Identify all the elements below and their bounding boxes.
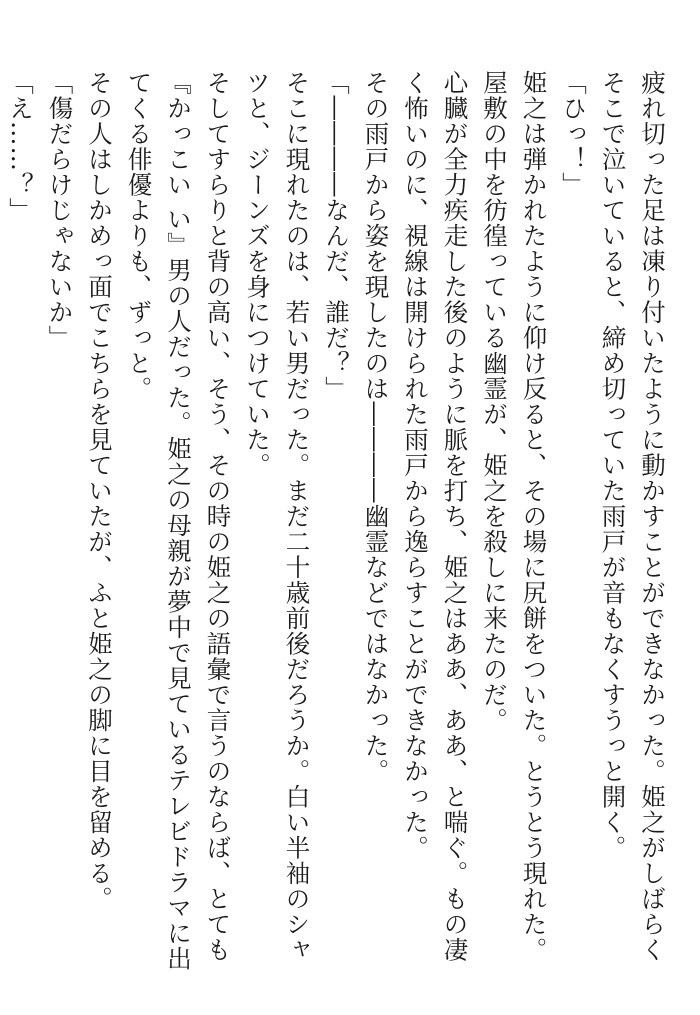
dialogue-line: 「え……？」	[6, 70, 35, 223]
paragraph: そこに現れたのは、若い男だった。まだ二十歳前後だろうか。白い半袖のシャツと、ジーンズを身につけていた。	[243, 70, 312, 963]
paragraph: 姫之は弾かれたように仰け反ると、その場に尻餅をついた。とうとう現れた。屋敷の中を彷徨っている幽霊が、姫之を殺しに来たのだ。	[480, 70, 549, 963]
paragraph: 心臓が全力疾走した後のように脈を打ち、姫之はああ、ああ、と喘ぐ。もの凄く怖いのに、視線は開けられた雨戸から逸らすことができなかった。	[401, 70, 470, 963]
vertical-text-body	[6, 70, 672, 975]
dialogue-line: 「傷だらけじゃないか」	[45, 70, 75, 351]
dialogue-line: 「――――なんだ、誰だ？」	[322, 70, 351, 402]
paragraph: その人はしかめっ面でこちらを見ていたが、ふと姫之の脚に目を留める。	[85, 70, 114, 912]
paragraph: そしてすらりと背の高い、そう、その時の姫之の語彙で言うのならば、とても『かっこい い』男の人だった。姫之の母親が夢中で見ているテレビドラマに出てくる俳優よりも、ずっと。	[124, 70, 233, 972]
paragraph: その雨戸から姿を現したのは――――幽霊などではなかった。	[361, 70, 391, 784]
dialogue-line: 「ひっ！」	[559, 70, 588, 198]
paragraph: 疲れ切った足は凍り付いたように動かすことができなかった。姫之がしばらくそこで泣いていると、締め切っていた雨戸が音もなくすうっと開く。	[598, 70, 667, 963]
